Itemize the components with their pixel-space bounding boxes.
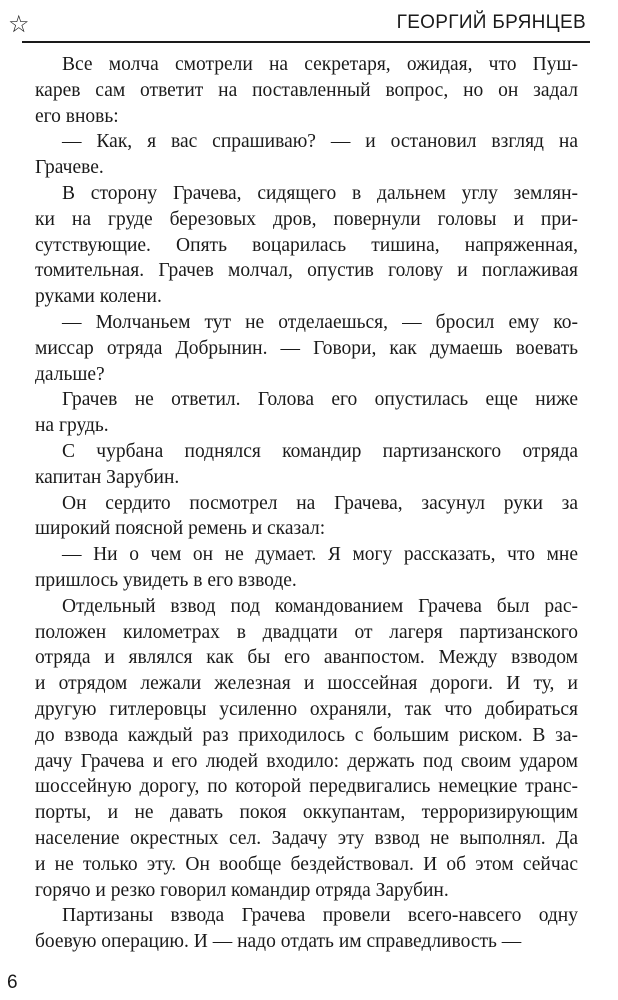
- text-line: дачу Грачева и его людей входило: держать под своим ударом: [35, 750, 578, 772]
- text-line: до взвода каждый раз приходилось с большим риском. В за-: [35, 724, 578, 746]
- page-number: 6: [7, 972, 18, 993]
- paragraph: [35, 903, 578, 955]
- text-line: В сторону Грачева, сидящего в дальнем углу землян-: [62, 182, 578, 204]
- text-line: пришлось увидеть в его взводе.: [35, 569, 297, 591]
- paragraph: [35, 52, 578, 129]
- text-line: миссар отряда Добрынин. — Говори, как думаешь воевать: [35, 337, 578, 359]
- text-line: горячо и резко говорил командир отряда Зарубин.: [35, 879, 449, 901]
- paragraph: [35, 439, 578, 491]
- text-line: капитан Зарубин.: [35, 466, 180, 488]
- text-line: на грудь.: [35, 415, 109, 437]
- text-line: порты, и не давать покоя оккупантам, терроризирующим: [35, 802, 578, 824]
- text-line: — Как, я вас спрашиваю? — и остановил взгляд на: [62, 131, 578, 153]
- text-line: боевую операцию. И — надо отдать им справедливость —: [35, 931, 522, 953]
- paragraph: [35, 594, 578, 904]
- paragraph: [35, 387, 578, 439]
- paragraph: [35, 491, 578, 543]
- text-line: дальше?: [35, 363, 105, 385]
- text-line: Все молча смотрели на секретаря, ожидая, что Пуш-: [62, 54, 578, 75]
- text-line: С чурбана поднялся командир партизанского отряда: [62, 440, 578, 462]
- text-line: другую гитлеровцы усиленно охраняли, так что добираться: [35, 698, 578, 720]
- text-line: сутствующие. Опять воцарилась тишина, напряженная,: [35, 234, 578, 256]
- header-rule: [22, 41, 590, 43]
- text-line: ки на груде березовых дров, повернули головы и при-: [35, 208, 578, 230]
- text-line: руками колени.: [35, 286, 162, 308]
- star-icon: ☆: [8, 10, 30, 38]
- text-line: Партизаны взвода Грачева провели всего-навсего одну: [62, 905, 578, 927]
- text-line: отряда и являлся как бы его аванпостом. Между взводом: [35, 647, 578, 669]
- paragraph: [35, 181, 578, 310]
- text-line: и не только эту. Он вообще бездействовал. И об этом сейчас: [35, 853, 578, 875]
- running-header-author: ГЕОРГИЙ БРЯНЦЕВ: [396, 12, 586, 33]
- text-line: шоссейную дорогу, по которой передвигались немецкие транс-: [35, 776, 578, 798]
- text-line: томительная. Грачев молчал, опустив голову и поглаживая: [35, 260, 578, 282]
- text-line: и отрядом лежали железная и шоссейная дороги. И ту, и: [35, 673, 578, 695]
- text-line: — Ни о чем он не думает. Я могу рассказать, что мне: [62, 544, 578, 566]
- paragraph: [35, 310, 578, 387]
- text-line: Грачев не ответил. Голова его опустилась еще ниже: [62, 389, 578, 411]
- text-line: Отдельный взвод под командованием Грачева был рас-: [62, 595, 578, 617]
- paragraph: [35, 129, 578, 181]
- text-line: Он сердито посмотрел на Грачева, засунул руки за: [62, 492, 578, 514]
- text-line: — Молчаньем тут не отделаешься, — бросил ему ко-: [62, 311, 578, 333]
- text-line: население окрестных сел. Задачу эту взвод не выполнял. Да: [35, 827, 578, 849]
- text-line: Грачеве.: [35, 157, 104, 179]
- body-text: [35, 52, 578, 955]
- text-line: положен километрах в двадцати от лагеря партизанского: [35, 621, 578, 643]
- paragraph: [35, 542, 578, 594]
- text-line: широкий поясной ремень и сказал:: [35, 518, 326, 540]
- text-line: карев сам ответит на поставленный вопрос, но он задал: [35, 79, 578, 101]
- text-line: его вновь:: [35, 105, 119, 127]
